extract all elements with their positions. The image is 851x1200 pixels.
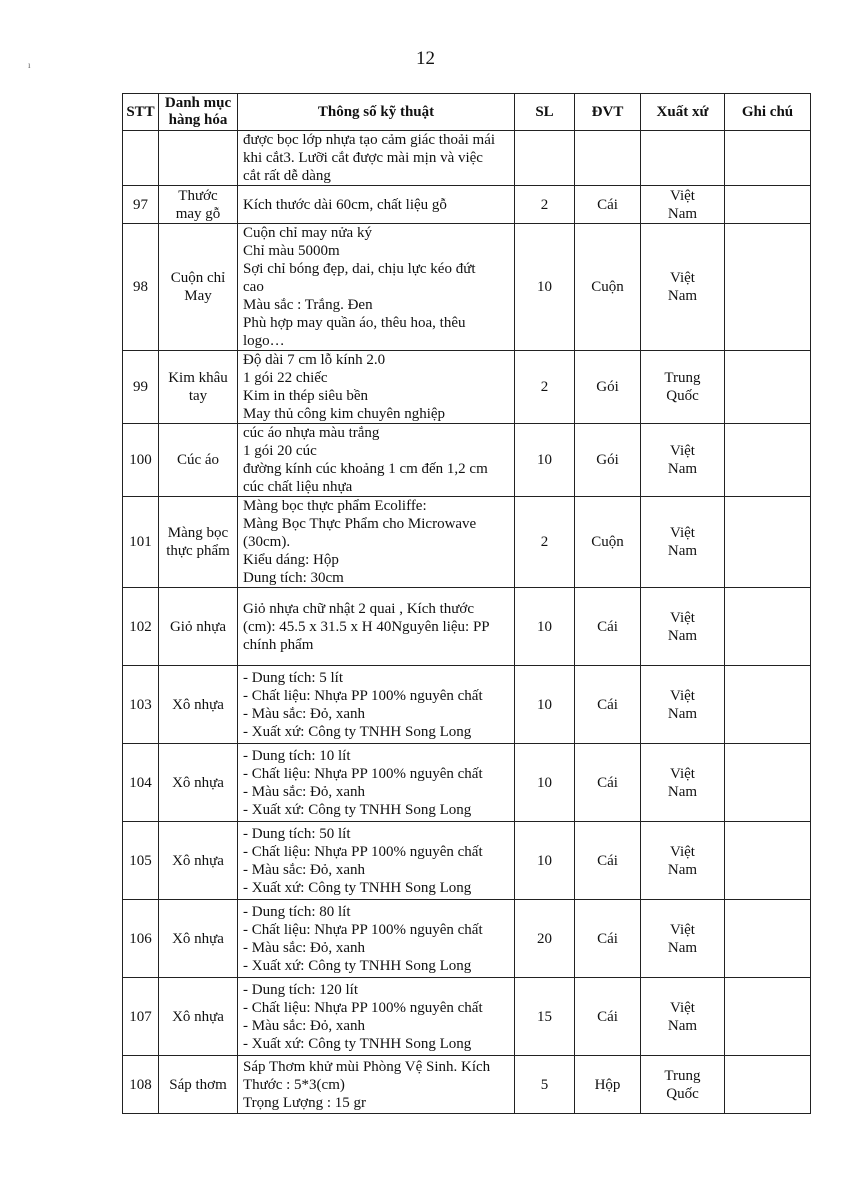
- spec-line: khi cắt3. Lưỡi cắt được mài mịn và việc: [243, 150, 483, 166]
- spec-line: chính phẩm: [243, 636, 314, 653]
- name-line: Xô nhựa: [172, 1008, 224, 1025]
- cell-origin: [641, 424, 725, 497]
- spec-line: May thủ công kim chuyên nghiệp: [243, 406, 446, 422]
- cell-origin: [641, 978, 725, 1056]
- cell-stt: 97: [123, 186, 159, 224]
- name-line: may gỗ: [175, 205, 221, 222]
- cell-sl: 15: [515, 978, 575, 1056]
- cell-note: [725, 588, 811, 666]
- spec-line: cắt rất dễ dàng: [243, 168, 331, 184]
- header-stt: STT: [123, 94, 159, 131]
- spec-line: Màng Bọc Thực Phẩm cho Microwave: [243, 516, 477, 532]
- spec-line: Trọng Lượng : 15 gr: [243, 1094, 367, 1111]
- cell-note: [725, 900, 811, 978]
- cell-note: [725, 666, 811, 744]
- origin-line: Trung: [664, 1067, 701, 1084]
- origin-line: Việt: [670, 999, 695, 1016]
- cell-stt: 100: [123, 424, 159, 497]
- cell-name: [159, 351, 238, 424]
- cell-name: [159, 666, 238, 744]
- table-row: [123, 666, 811, 744]
- table-row: [123, 1056, 811, 1114]
- cell-sl: 5: [515, 1056, 575, 1114]
- cell-stt: 98: [123, 224, 159, 351]
- cell-stt: 104: [123, 744, 159, 822]
- cell-origin: [641, 744, 725, 822]
- cell-note: [725, 978, 811, 1056]
- spec-line: Dung tích: 30cm: [243, 570, 344, 586]
- spec-line: Cuộn chỉ may nửa ký: [243, 225, 372, 241]
- cell-spec: [238, 900, 515, 978]
- cell-note: [725, 224, 811, 351]
- spec-line: - Chất liệu: Nhựa PP 100% nguyên chất: [243, 999, 483, 1016]
- spec-line: được bọc lớp nhựa tạo cảm giác thoải mái: [243, 132, 496, 148]
- page-number: 12: [416, 48, 435, 69]
- origin-line: Trung: [664, 370, 701, 386]
- cell-origin: [641, 497, 725, 588]
- spec-line: - Chất liệu: Nhựa PP 100% nguyên chất: [243, 687, 483, 704]
- cell-sl: 10: [515, 822, 575, 900]
- cell-note: [725, 1056, 811, 1114]
- cell-origin: [641, 131, 725, 186]
- header-row: [123, 94, 811, 131]
- cell-name: [159, 978, 238, 1056]
- header-name: [159, 94, 238, 131]
- spec-line: - Màu sắc: Đỏ, xanh: [243, 939, 366, 956]
- cell-spec: [238, 1056, 515, 1114]
- origin-line: Nam: [667, 783, 698, 800]
- cell-name: [159, 588, 238, 666]
- goods-table: [122, 93, 811, 1114]
- spec-line: (30cm).: [243, 534, 291, 550]
- cell-note: [725, 131, 811, 186]
- cell-name: [159, 900, 238, 978]
- cell-dvt: Cái: [575, 186, 641, 224]
- cell-spec: [238, 978, 515, 1056]
- header-name-line: hàng hóa: [168, 112, 228, 128]
- table-row: [123, 900, 811, 978]
- spec-line: Giỏ nhựa chữ nhật 2 quai , Kích thước: [243, 600, 475, 617]
- spec-line: đường kính cúc khoảng 1 cm đến 1,2 cm: [243, 461, 488, 477]
- name-line: Kim khâu: [168, 370, 228, 386]
- cell-name: [159, 822, 238, 900]
- cell-note: [725, 822, 811, 900]
- name-line: May: [184, 288, 212, 304]
- cell-spec: [238, 588, 515, 666]
- cell-name: [159, 186, 238, 224]
- table-row: [123, 351, 811, 424]
- cell-origin: [641, 1056, 725, 1114]
- spec-line: - Chất liệu: Nhựa PP 100% nguyên chất: [243, 843, 483, 860]
- cell-name: [159, 424, 238, 497]
- table-row: [123, 224, 811, 351]
- cell-dvt: Cuộn: [575, 224, 641, 351]
- header-note: Ghi chú: [725, 94, 811, 131]
- name-line: Màng bọc: [167, 525, 229, 541]
- header-dvt: ĐVT: [575, 94, 641, 131]
- spec-line: - Dung tích: 80 lít: [243, 903, 351, 920]
- spec-line: Màng bọc thực phẩm Ecoliffe:: [243, 498, 427, 514]
- name-line: Xô nhựa: [172, 696, 224, 713]
- spec-line: - Dung tích: 5 lít: [243, 669, 343, 686]
- cell-origin: [641, 186, 725, 224]
- origin-line: Nam: [667, 205, 698, 222]
- name-line: Giỏ nhựa: [169, 618, 227, 635]
- cell-note: [725, 351, 811, 424]
- cell-dvt: Hộp: [575, 1056, 641, 1114]
- cell-stt: 101: [123, 497, 159, 588]
- origin-line: Nam: [667, 1017, 698, 1034]
- cell-origin: [641, 224, 725, 351]
- origin-line: Việt: [670, 921, 695, 938]
- spec-line: Độ dài 7 cm lỗ kính 2.0: [243, 352, 386, 368]
- spec-line: - Dung tích: 50 lít: [243, 825, 351, 842]
- spec-line: Kích thước dài 60cm, chất liệu gỗ: [243, 196, 447, 213]
- cell-name: [159, 1056, 238, 1114]
- cell-name: [159, 131, 238, 186]
- cell-sl: 10: [515, 224, 575, 351]
- origin-line: Nam: [667, 861, 698, 878]
- spec-line: Chỉ màu 5000m: [243, 243, 340, 259]
- cell-note: [725, 424, 811, 497]
- spec-line: 1 gói 22 chiếc: [243, 370, 328, 386]
- cell-dvt: Cái: [575, 822, 641, 900]
- spec-line: - Xuất xứ: Công ty TNHH Song Long: [243, 1035, 472, 1052]
- cell-dvt: Gói: [575, 424, 641, 497]
- spec-line: - Dung tích: 10 lít: [243, 747, 351, 764]
- header-sl: SL: [515, 94, 575, 131]
- spec-line: - Màu sắc: Đỏ, xanh: [243, 1017, 366, 1034]
- cell-stt: [123, 131, 159, 186]
- spec-line: Sáp Thơm khử mùi Phòng Vệ Sinh. Kích: [243, 1058, 491, 1075]
- cell-spec: [238, 497, 515, 588]
- cell-stt: 108: [123, 1056, 159, 1114]
- spec-line: Sợi chỉ bóng đẹp, dai, chịu lực kéo đứt: [243, 261, 476, 277]
- table-row: [123, 744, 811, 822]
- spec-line: - Chất liệu: Nhựa PP 100% nguyên chất: [243, 765, 483, 782]
- cell-spec: [238, 131, 515, 186]
- spec-line: Kim in thép siêu bền: [243, 388, 368, 404]
- cell-dvt: Cái: [575, 588, 641, 666]
- cell-stt: 107: [123, 978, 159, 1056]
- cell-name: [159, 497, 238, 588]
- cell-name: [159, 224, 238, 351]
- origin-line: Việt: [670, 270, 695, 286]
- cell-dvt: [575, 131, 641, 186]
- name-line: Xô nhựa: [172, 930, 224, 947]
- origin-line: Việt: [670, 525, 695, 541]
- origin-line: Việt: [670, 687, 695, 704]
- cell-origin: [641, 351, 725, 424]
- cell-sl: 10: [515, 666, 575, 744]
- cell-spec: [238, 186, 515, 224]
- scan-mark: ı: [28, 60, 31, 70]
- cell-spec: [238, 351, 515, 424]
- header-name-line: Danh mục: [164, 95, 232, 111]
- name-line: Cúc áo: [176, 452, 220, 468]
- origin-line: Nam: [667, 288, 698, 304]
- spec-line: Màu sắc : Trắng. Đen: [243, 297, 373, 313]
- name-line: Xô nhựa: [172, 852, 224, 869]
- origin-line: Quốc: [666, 388, 699, 404]
- name-line: thực phẩm: [166, 543, 230, 559]
- cell-dvt: Cái: [575, 744, 641, 822]
- origin-line: Nam: [667, 627, 698, 644]
- spec-line: - Dung tích: 120 lít: [243, 981, 358, 998]
- continuation-row: [123, 131, 811, 186]
- spec-line: Thước : 5*3(cm): [243, 1076, 345, 1093]
- cell-stt: 99: [123, 351, 159, 424]
- spec-line: - Màu sắc: Đỏ, xanh: [243, 705, 366, 722]
- cell-sl: 10: [515, 588, 575, 666]
- cell-spec: [238, 424, 515, 497]
- cell-sl: 10: [515, 424, 575, 497]
- spec-line: logo…: [243, 333, 285, 349]
- spec-line: (cm): 45.5 x 31.5 x H 40Nguyên liệu: PP: [243, 618, 490, 635]
- table-body: [123, 131, 811, 1114]
- cell-spec: [238, 224, 515, 351]
- spec-line: - Màu sắc: Đỏ, xanh: [243, 861, 366, 878]
- cell-sl: 2: [515, 186, 575, 224]
- table-row: [123, 588, 811, 666]
- cell-stt: 105: [123, 822, 159, 900]
- cell-note: [725, 744, 811, 822]
- cell-stt: 102: [123, 588, 159, 666]
- header-origin: Xuất xứ: [641, 94, 725, 131]
- cell-stt: 106: [123, 900, 159, 978]
- cell-sl: 2: [515, 497, 575, 588]
- spec-line: - Màu sắc: Đỏ, xanh: [243, 783, 366, 800]
- origin-line: Việt: [670, 765, 695, 782]
- origin-line: Việt: [670, 843, 695, 860]
- cell-origin: [641, 900, 725, 978]
- spec-line: - Xuất xứ: Công ty TNHH Song Long: [243, 957, 472, 974]
- spec-line: 1 gói 20 cúc: [243, 443, 317, 459]
- cell-dvt: Cái: [575, 978, 641, 1056]
- cell-sl: 20: [515, 900, 575, 978]
- spec-line: - Xuất xứ: Công ty TNHH Song Long: [243, 801, 472, 818]
- cell-dvt: Gói: [575, 351, 641, 424]
- origin-line: Quốc: [666, 1085, 699, 1102]
- header-spec: Thông số kỹ thuật: [238, 94, 515, 131]
- cell-note: [725, 186, 811, 224]
- table-row: [123, 424, 811, 497]
- cell-dvt: Cuộn: [575, 497, 641, 588]
- origin-line: Việt: [670, 443, 695, 459]
- origin-line: Việt: [670, 187, 695, 204]
- cell-note: [725, 497, 811, 588]
- name-line: Sáp thơm: [169, 1076, 227, 1093]
- table-row: [123, 822, 811, 900]
- cell-origin: [641, 588, 725, 666]
- table-row: [123, 497, 811, 588]
- cell-sl: [515, 131, 575, 186]
- cell-dvt: Cái: [575, 666, 641, 744]
- cell-stt: 103: [123, 666, 159, 744]
- table-row: [123, 186, 811, 224]
- spec-line: cao: [243, 279, 264, 295]
- origin-line: Việt: [670, 609, 695, 626]
- name-line: tay: [188, 388, 208, 404]
- spec-line: - Xuất xứ: Công ty TNHH Song Long: [243, 723, 472, 740]
- spec-line: - Xuất xứ: Công ty TNHH Song Long: [243, 879, 472, 896]
- table-row: [123, 978, 811, 1056]
- origin-line: Nam: [667, 705, 698, 722]
- cell-sl: 10: [515, 744, 575, 822]
- origin-line: Nam: [667, 461, 698, 477]
- cell-name: [159, 744, 238, 822]
- spec-line: - Chất liệu: Nhựa PP 100% nguyên chất: [243, 921, 483, 938]
- spec-line: cúc áo nhựa màu trắng: [243, 425, 380, 441]
- cell-origin: [641, 822, 725, 900]
- origin-line: Nam: [667, 939, 698, 956]
- spec-line: Phù hợp may quần áo, thêu hoa, thêu: [243, 315, 466, 331]
- name-line: Thước: [178, 187, 218, 204]
- cell-spec: [238, 744, 515, 822]
- name-line: Cuộn chỉ: [170, 270, 226, 286]
- spec-line: Kiểu dáng: Hộp: [243, 552, 339, 568]
- name-line: Xô nhựa: [172, 774, 224, 791]
- cell-dvt: Cái: [575, 900, 641, 978]
- cell-spec: [238, 666, 515, 744]
- spec-line: cúc chất liệu nhựa: [243, 479, 353, 495]
- cell-spec: [238, 822, 515, 900]
- cell-origin: [641, 666, 725, 744]
- origin-line: Nam: [667, 543, 698, 559]
- cell-sl: 2: [515, 351, 575, 424]
